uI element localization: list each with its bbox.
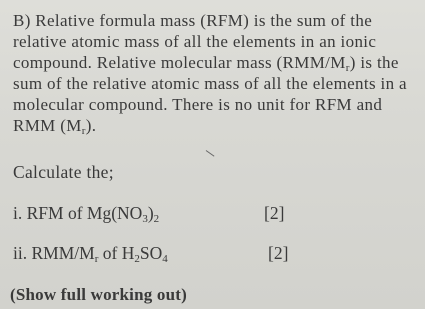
calculate-label: Calculate the; bbox=[13, 162, 114, 182]
instruction-footer: (Show full working out) bbox=[10, 285, 187, 304]
question-paragraph bbox=[13, 10, 419, 136]
item-1-label: i. RFM of bbox=[13, 203, 87, 223]
question-item-1 bbox=[13, 203, 159, 224]
question-line-5: molecular compound. There is no unit for RFM and bbox=[13, 95, 383, 114]
question-line-3: compound. Relative molecular mass $(RMM/M_r)$ is the bbox=[13, 53, 399, 74]
question-line-1: B) Relative formula mass (RFM) is the sum of the bbox=[13, 11, 373, 30]
question-line-2: relative atomic mass of all the elements in an ionic bbox=[13, 32, 377, 51]
pen-mark bbox=[206, 150, 215, 157]
item-1-formula: $Mg(NO_3)_2$ bbox=[86, 203, 160, 225]
item-2-marks: [2] bbox=[268, 243, 289, 263]
question-line-6: RMM $(M_r)$. bbox=[13, 116, 97, 137]
item-1-marks: [2] bbox=[264, 203, 285, 223]
item-2-formula: $H_2SO_4$ bbox=[121, 243, 168, 265]
question-item-2 bbox=[13, 243, 168, 264]
question-line-4: sum of the relative atomic mass of all the elements in a bbox=[13, 74, 407, 93]
item-2-label: ii. RMM/$M_r$ of bbox=[13, 243, 122, 265]
